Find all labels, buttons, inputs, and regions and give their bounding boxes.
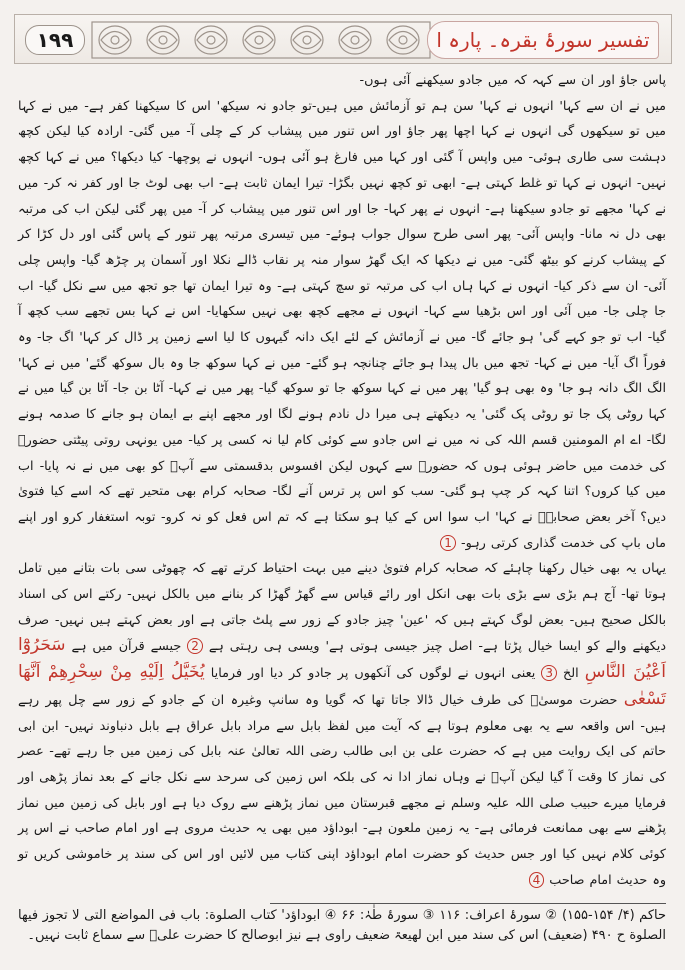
decorative-border-ornament xyxy=(91,21,431,59)
quran-verse: سَحَرُوْٓا اَعْيُنَ النَّاسِ xyxy=(18,635,667,683)
paragraph-text: پاس جاؤ اور ان سے کہہ کہ میں جادو سیکھنے آئی ہوں- xyxy=(359,73,666,88)
footnote-marker: 1 xyxy=(440,535,456,551)
page-body-text xyxy=(18,68,666,894)
page-number: ۱۹۹ xyxy=(25,25,85,55)
footnote-marker: 4 xyxy=(529,872,545,888)
page-header xyxy=(14,14,672,64)
quran-verse: يُخَيَّلُ اِلَيْهِ مِنْ سِحْرِهِمْ اَنَّهَا تَسْعٰى xyxy=(18,662,666,709)
paragraph-text: حضرت موسیٰؑ کی طرف خیال ڈالا جاتا تھا کہ گویا وہ سانپ وغیرہ ان کے جادو کے زور سے چل پھر رہے ہیں- اس واقعہ سے یہ بھی معلوم ہوتا ہے کہ آیت میں لفظ بابل سے مراد بابل عراق ہے بابل دنباوند نہیں- ابن ابی حاتم کی ایک روایت میں ہے کہ حضرت علی بن ابی طالب رضی اللہ تعالیٰ عنہ بابل کی زمین میں جا رہے تھے- عصر کی نماز کا وقت آ گیا لیکن آپؓ نے وہاں نماز ادا نہ کی بلکہ اس زمین کی سرحد سے نکل جانے کے بعد نماز پڑھی اور فرمایا میرے حبیب صلی اللہ علیہ وسلم نے مجھے قبرستان میں نماز پڑھنے سے روک دیا ہے اور بابل کی زمین میں نماز پڑھنے سے بھی ممانعت فرمائی ہے- یہ زمین ملعون ہے- ابوداؤد میں بھی یہ حدیث مروی ہے اور امام صاحب نے اس پر کوئی کلام نہیں کیا اور جس حدیث کو حضرت امام ابوداؤد اپنی کتاب میں لائیں اور اس کی سند پر خاموشی کریں تو وہ حدیث امام صاحب xyxy=(18,692,666,888)
paragraph-text: یہاں یہ بھی خیال رکھنا چاہئے کہ صحابہ کرام فتویٰ دینے میں بہت احتیاط کرتے تھے کہ چھوٹی سی بات بتانے میں تامل ہوتا تھا- آج ہم بڑی سے بڑی بات بھی انکل اور رائے قیاس سے گھڑ گھڑا کر بنانے میں بالکل نہیں- رکتے اس کی اسناد بالکل صحیح ہیں- بعض لوگ کہتے ہیں کہ 'عین' چیز جادو کے زور سے پلٹ جاتی ہے اور بعض کہتے ہیں نہیں- صرف دیکھنے والے کو ایسا خیال پڑتا ہے- اصل چیز جیسی ہوتی ہے' ویسی ہی رہتی ہے xyxy=(18,561,666,655)
running-title: تفسیر سورۂ بقرہ۔ پارہ ا xyxy=(427,21,659,59)
paragraph-text: میں نے ان سے کہا' انہوں نے کہا' سن ہم تو آزمائش میں ہیں-تو جادو نہ سیکھ' اس کا سیکھنا کفر ہے- میں نے کہا میں تو سیکھوں گی انہوں نے کہا اچھا پھر جاؤ اور اس تنور میں پیشاب کر کے چلی آ- میں گئی- ارادہ کیا لیکن کچھ دہشت سی طاری ہوئی- میں واپس آ گئی اور کہا میں فارغ ہو آئی ہوں- انہوں نے پوچھا- کیا دیکھا؟ میں نے کہا کچھ نہیں- انہوں نے کہا تو غلط کہتی ہے- ابھی تو کچھ نہیں بگڑا- تیرا ایمان ثابت ہے- اب بھی لوٹ جا اور کفر نہ کر- میں نے کہا' مجھے تو جادو سیکھنا ہے- انہوں نے پھر کہا- جا اور اس تنور میں پیشاب کر آ- میں پھر گئی لیکن اب کی مرتبہ بھی دل نہ مانا- واپس آئی- پھر اسی طرح سوال جواب ہوئے- میں تیسری مرتبہ پھر تنور کے پاس گئی اور دل کڑا کر کے پیشاب کرنے کو بیٹھ گئی- میں نے دیکھا کہ ایک گھڑ سوار منہ پر نقاب ڈالے نکلا اور آسمان پر چڑھ گیا- واپس چلی آئی- ان سے ذکر کیا- انہوں نے کہا ہاں اب کی مرتبہ تو سچ کہتی ہے- وہ تیرا ایمان تھا جو تجھ میں سے نکل گیا- اب جا چلی جا- میں آئی اور اس بڑھیا سے کہا- انہوں نے مجھے کچھ بھی نہیں سکھایا- اس نے کہا بس تجھے سب کچھ آ گیا- اب تو جو کہے گی' ہو جائے گا- میں نے آزمائش کے لئے ایک دانہ گیہوں کا لیا اسے زمین پر ڈال کر کہا' اگ جا- وہ فوراً اگ آیا- میں نے کہا- تجھ میں بال پیدا ہو جائے چنانچہ ہو گئے- میں نے کہا سوکھ جا وہ بال سوکھ گئے' میں نے کہا' الگ الگ دانہ ہو جا' وہ بھی ہو گیا' پھر میں نے کہا سوکھ جا تو سوکھ گیا- پھر میں نے کہا- آٹا بن جا- آٹا بن گیا میں نے کہا روٹی پک جا تو روٹی پک گئی' یہ دیکھتے ہی میرا دل نادم ہونے لگا اور مجھے اپنے بے ایمان ہو جانے کا صدمہ ہونے لگا- اے ام المومنین قسم اللہ کی نہ میں نے اس جادو سے کوئی کام لیا نہ کسی پر کیا- میں یونہی روتی پیٹتی حضورؐ کی خدمت میں حاضر ہوئی ہوں کہ حضورؐ سے کہوں لیکن افسوس بدقسمتی سے آپؐ کو بھی میں نے نہ پایا- اب میں کیا کروں؟ اتنا کہہ کر چپ ہو گئی- سب کو اس پر ترس آنے لگا- صحابہ کرام بھی متحیر تھے کہ اسے کیا فتویٰ دیں؟ آخر بعض صحابہؓ نے کہا' اب سوا اس کے کیا ہو سکتا ہے کہ تم اس فعل کو نہ کرو- توبہ استغفار کرو اور اپنے ماں باپ کی خدمت گذاری کرتی رہو- xyxy=(18,98,666,551)
footnote-divider xyxy=(270,903,666,904)
paragraph xyxy=(18,94,666,557)
footnote-marker: 3 xyxy=(541,665,557,681)
paragraph xyxy=(18,556,666,893)
paragraph xyxy=(18,68,666,94)
footnote-text: حاکم (۴/ ۱۵۴-۱۵۵) ② سورۂ اعراف: ۱۱۶ ③ سورۂ طٰہٰ: ۶۶ ④ ابوداؤد' کتاب الصلوة: باب فی المواضع التی لا تجوز فیھا الصلوة ح ۴۹۰ (ضعیف) اس کی سند میں ابن لھیعۃ ضعیف راوی ہے نیز ابوصالح کا حضرت علیؓ سے سماع ثابت نہیں۔ xyxy=(18,908,667,943)
paragraph-text: جیسے قرآن میں ہے xyxy=(71,639,182,655)
footnote-marker: 2 xyxy=(187,638,203,654)
quran-verse-suffix: الخ xyxy=(563,666,579,682)
paragraph-text: یعنی انہوں نے لوگوں کی آنکھوں پر جادو کر دیا اور فرمایا xyxy=(210,666,536,682)
footnotes xyxy=(18,906,666,946)
